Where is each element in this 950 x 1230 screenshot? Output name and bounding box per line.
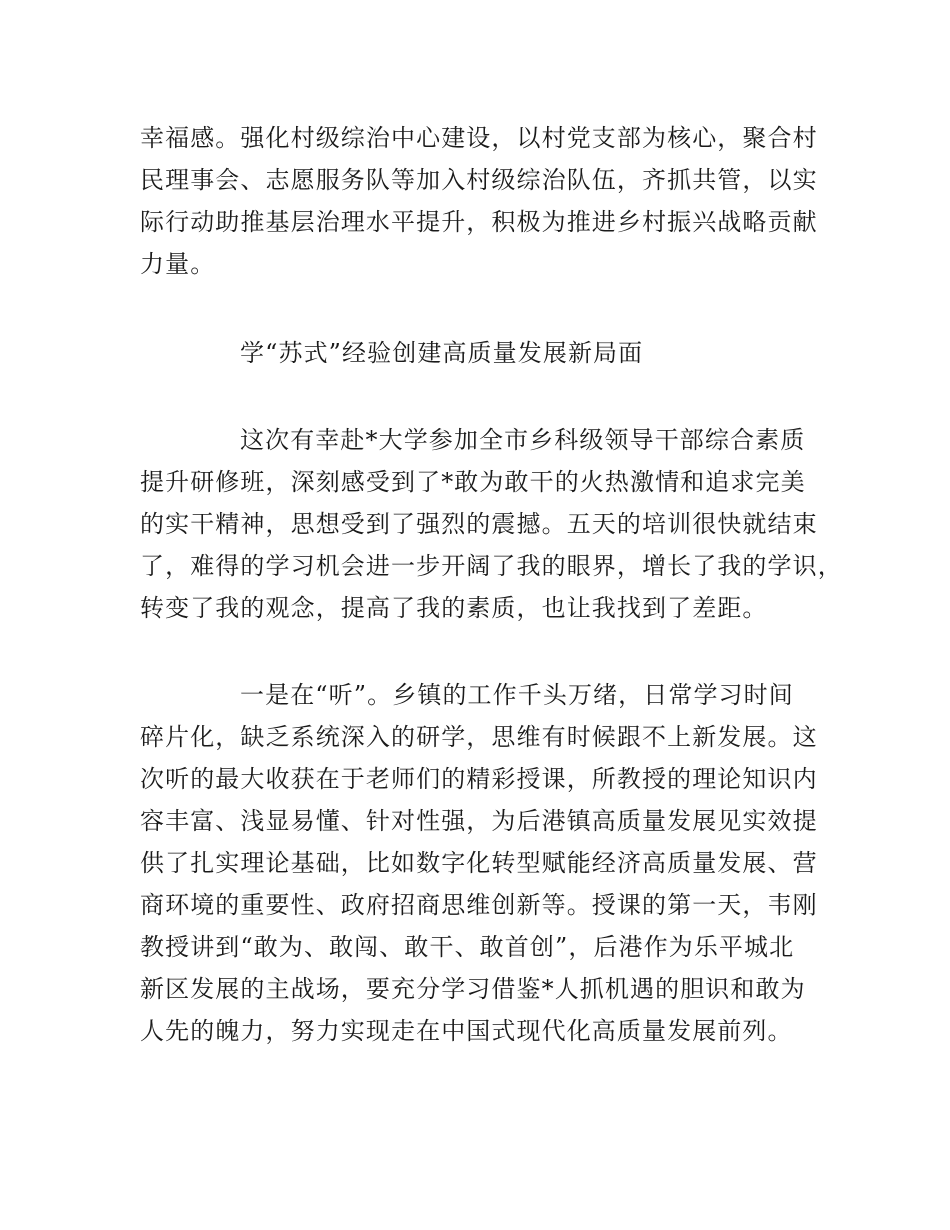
text-line: 次听的最大收获在于老师们的精彩授课，所教授的理论知识内: [140, 765, 818, 793]
text-line: 民理事会、志愿服务队等加入村级综治队伍，齐抓共管，以实: [140, 166, 818, 194]
text-line: 碎片化，缺乏系统深入的研学，思维有时候跟不上新发展。这: [140, 723, 818, 751]
text-line: 教授讲到“敢为、敢闯、敢干、敢首创”，后港作为乐平城北: [140, 933, 795, 961]
text-line: 人先的魄力，努力实现走在中国式现代化高质量发展前列。: [140, 1017, 793, 1045]
text-line: 供了扎实理论基础，比如数字化转型赋能经济高质量发展、营: [140, 849, 818, 877]
text-line: 力量。: [140, 250, 216, 278]
text-line: 转变了我的观念，提高了我的素质，也让我找到了差距。: [140, 594, 768, 622]
section-title: 学“苏式”经验创建高质量发展新局面: [240, 339, 644, 367]
text-line: 这次有幸赴*大学参加全市乡科级领导干部综合素质: [240, 426, 806, 454]
text-line: 提升研修班，深刻感受到了*敢为敢干的火热激情和追求完美: [140, 468, 806, 496]
text-line: 的实干精神，思想受到了强烈的震撼。五天的培训很快就结束: [140, 510, 818, 538]
text-line: 商环境的重要性、政府招商思维创新等。授课的第一天，韦刚: [140, 891, 818, 919]
text-line: 幸福感。强化村级综治中心建设，以村党支部为核心，聚合村: [140, 124, 818, 152]
text-line: 新区发展的主战场，要充分学习借鉴*人抓机遇的胆识和敢为: [140, 975, 806, 1003]
text-line: 容丰富、浅显易懂、针对性强，为后港镇高质量发展见实效提: [140, 807, 818, 835]
text-line: 一是在“听”。乡镇的工作千头万绪，日常学习时间: [240, 681, 794, 709]
text-line: 际行动助推基层治理水平提升，积极为推进乡村振兴战略贡献: [140, 208, 818, 236]
text-line: 了，难得的学习机会进一步开阔了我的眼界，增长了我的学识，: [140, 552, 843, 580]
